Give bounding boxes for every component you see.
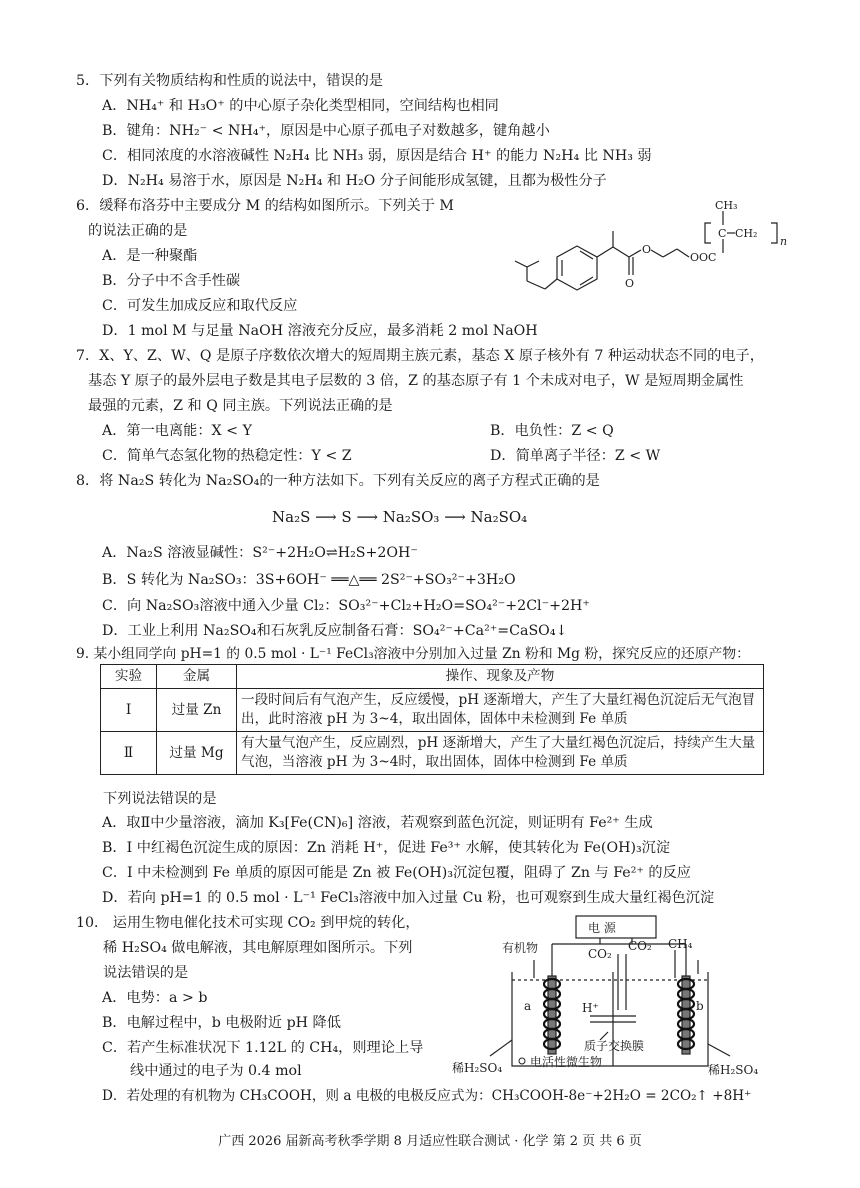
row-id: Ⅰ	[101, 689, 157, 732]
q8-option-c: C．向 Na₂SO₃溶液中通入少量 Cl₂：SO₃²⁻+Cl₂+H₂O=SO₄²⁻+2Cl⁻+2H⁺	[102, 598, 590, 614]
q10-option-c-cont: 线中通过的电子为 0.4 mol	[130, 1063, 302, 1079]
q6-stem: 6．缓释布洛芬中主要成分 M 的结构如图所示。下列关于 M	[76, 198, 454, 214]
q5-option-a: A．NH₄⁺ 和 H₃O⁺ 的中心原子杂化类型相同，空间结构也相同	[102, 98, 499, 114]
q8-option-b: B．S 转化为 Na₂SO₃：3S+6OH⁻ ══△══ 2S²⁻+SO₃²⁻+3H₂O	[102, 572, 516, 588]
acid-right-label: 稀H₂SO₄	[708, 1063, 759, 1077]
c-label: C	[718, 227, 727, 240]
co2-out-label: CO₂	[628, 939, 652, 953]
scheme-s: S	[341, 508, 352, 526]
q9-option-b: B．I 中红褐色沉淀生成的原因：Zn 消耗 H⁺，促进 Fe³⁺ 水解，使其转化为 Fe(OH)₃沉淀	[102, 840, 671, 856]
row-desc: 一段时间后有气泡产生，反应缓慢，pH 逐渐增大，产生了大量红褐色沉淀后无气泡冒出，此时溶液 pH 为 3~4，取出固体，固体中未检测到 Fe 单质	[237, 689, 764, 732]
q7-stem-3: 最强的元素，Z 和 Q 同主族。下列说法正确的是	[88, 398, 393, 414]
hplus-label: H⁺	[582, 1001, 599, 1015]
arrow-icon: ⟶	[356, 508, 383, 526]
q7-option-d: D．简单离子半径：Z < W	[490, 448, 661, 464]
q7-stem-2: 基态 Y 原子的最外层电子数是其电子层数的 3 倍，Z 的基态原子有 1 个未成对电子，W 是短周期金属性	[88, 373, 744, 389]
q9-option-a: A．取Ⅱ中少量溶液，滴加 K₃[Fe(CN)₆] 溶液，若观察到蓝色沉淀，则证明有 Fe²⁺ 生成	[102, 815, 653, 831]
scheme-na2s: Na₂S	[272, 508, 311, 526]
acid-left-label: 稀H₂SO₄	[452, 1061, 503, 1075]
electrode-a-label: a	[524, 999, 532, 1013]
power-label: 电 源	[588, 921, 616, 935]
carbonyl-o-label: O	[625, 277, 635, 290]
q6-option-b: B．分子中不含手性碳	[102, 273, 241, 289]
scheme-na2so4: Na₂SO₄	[470, 508, 528, 526]
q7-option-b: B．电负性：Z < Q	[490, 423, 614, 439]
q6-option-a: A．是一种聚酯	[102, 248, 198, 264]
arrow-icon: ⟶	[315, 508, 342, 526]
header-metal: 金属	[157, 665, 237, 689]
n-label: n	[780, 235, 788, 248]
header-experiment: 实验	[101, 665, 157, 689]
page-footer: 广西 2026 届新高考秋季学期 8 月适应性联合测试 · 化学 第 2 页 共 6 页	[218, 1134, 642, 1149]
ch2-label: CH₂	[735, 227, 758, 240]
ester-o-label: O	[642, 243, 652, 256]
membrane-label: 质子交换膜	[584, 1039, 645, 1053]
q9-option-c: C．I 中未检测到 Fe 单质的原因可能是 Zn 被 Fe(OH)₃沉淀包覆，阻碍了 Zn 与 Fe²⁺ 的反应	[102, 865, 691, 881]
q10-option-b: B．电解过程中，b 电极附近 pH 降低	[102, 1015, 341, 1031]
row-desc: 有大量气泡产生，反应剧烈，pH 逐渐增大，产生了大量红褐色沉淀后，持续产生大量气泡，当溶液 pH 为 3~4时，取出固体，固体中检测到 Fe 单质	[237, 732, 764, 775]
table-row	[101, 689, 764, 732]
microbe-label: 电活性微生物	[530, 1055, 603, 1069]
q8-scheme	[272, 507, 527, 527]
q6-option-c: C．可发生加成反应和取代反应	[102, 298, 298, 314]
header-observation: 操作、现象及产物	[237, 665, 764, 689]
q6-option-d: D．1 mol M 与足量 NaOH 溶液充分反应，最多消耗 2 mol NaOH	[102, 323, 538, 339]
q10-option-a: A．电势：a > b	[102, 990, 208, 1006]
q5-option-b: B．键角：NH₂⁻ < NH₄⁺，原因是中心原子孤电子对数越多，键角越小	[102, 123, 550, 139]
q7-option-a: A．第一电离能：X < Y	[102, 423, 252, 439]
q9-stem: 9. 某小组同学向 pH=1 的 0.5 mol · L⁻¹ FeCl₃溶液中分别加入过量 Zn 粉和 Mg 粉，探究反应的还原产物：	[76, 646, 750, 662]
q5-option-d: D．N₂H₄ 易溶于水，原因是 N₂H₄ 和 H₂O 分子间能形成氢键，且都为极性分子	[102, 173, 607, 189]
microbe-icon	[519, 1058, 525, 1064]
q8-option-a: A．Na₂S 溶液显碱性：S²⁻+2H₂O⇌H₂S+2OH⁻	[102, 545, 418, 561]
q8-stem: 8．将 Na₂S 转化为 Na₂SO₄的一种方法如下。下列有关反应的离子方程式正确的是	[76, 473, 600, 489]
q7-option-c: C．简单气态氢化物的热稳定性：Y < Z	[102, 448, 352, 464]
table-row	[101, 732, 764, 775]
m-structure-diagram	[505, 195, 805, 305]
q10-stem-3: 说法错误的是	[103, 965, 189, 981]
co2-in-label: CO₂	[588, 947, 612, 961]
q6-stem-cont: 的说法正确的是	[88, 223, 188, 239]
q5-option-c: C．相同浓度的水溶液碱性 N₂H₄ 比 NH₃ 弱，原因是结合 H⁺ 的能力 N₂H₄ 比 NH₃ 弱	[102, 148, 652, 164]
q10-stem-2: 稀 H₂SO₄ 做电解液，其电解原理如图所示。下列	[103, 940, 413, 956]
row-id: Ⅱ	[101, 732, 157, 775]
q8-option-d: D．工业上利用 Na₂SO₄和石灰乳反应制备石膏：SO₄²⁻+Ca²⁺=CaSO₄↓	[102, 623, 568, 639]
experiment-table	[100, 664, 764, 775]
ooc-label: OOC	[690, 251, 717, 264]
ch3-label: CH₃	[715, 199, 738, 212]
q9-option-d: D．若向 pH=1 的 0.5 mol · L⁻¹ FeCl₃溶液中加入过量 Cu 粉，也可观察到生成大量红褐色沉淀	[102, 890, 715, 906]
table-header-row	[101, 665, 764, 689]
q10-option-c: C．若产生标准状况下 1.12L 的 CH₄，则理论上导	[102, 1040, 424, 1056]
arrow-icon: ⟶	[444, 508, 471, 526]
ch4-label: CH₄	[668, 937, 693, 951]
scheme-na2so3: Na₂SO₃	[382, 508, 440, 526]
q5-stem: 5．下列有关物质结构和性质的说法中，错误的是	[76, 73, 383, 89]
q10-stem: 10． 运用生物电催化技术可实现 CO₂ 到甲烷的转化，	[76, 915, 420, 931]
organic-label: 有机物	[502, 941, 539, 955]
row-metal: 过量 Mg	[157, 732, 237, 775]
q7-stem: 7．X、Y、Z、W、Q 是原子序数依次增大的短周期主族元素，基态 X 原子核外有 7 种运动状态不同的电子，	[76, 348, 764, 364]
q10-option-d: D．若处理的有机物为 CH₃COOH，则 a 电极的电极反应式为：CH₃COOH-8e⁻+2H₂O = 2CO₂↑ +8H⁺	[102, 1088, 752, 1104]
q9-follow: 下列说法错误的是	[103, 791, 217, 807]
electrode-b-label: b	[696, 999, 704, 1013]
row-metal: 过量 Zn	[157, 689, 237, 732]
electrolysis-diagram	[450, 914, 770, 1082]
